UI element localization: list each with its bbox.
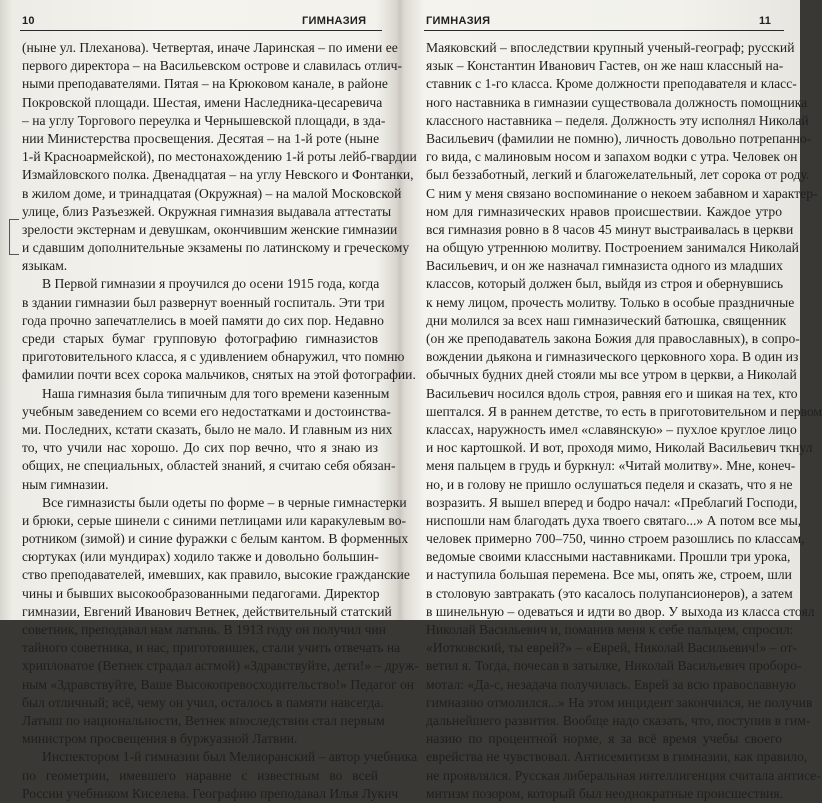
text-line: и нос картошкой. И вот, проходя мимо, Николай Васильевич ткнул: [426, 440, 813, 456]
text-line: ветил я. Тогда, почесав в затылке, Николай Васильевич проборо-: [426, 658, 802, 674]
text-line: в столовую завтракать (это касалось полупансионеров), а затем: [426, 585, 793, 601]
text-line: меня пальцем в грудь и буркнул: «Читай молитву». Мне, конеч-: [426, 458, 796, 474]
text-line: ными преподавателями. Пятая – на Крюковом канале, в районе: [22, 76, 388, 92]
text-line: Маяковский – впоследствии крупный ученый-географ; русский: [426, 40, 795, 55]
text-line: гимназию отмолился...» На этом инцидент закончился, не получив: [426, 694, 813, 710]
text-line: в жилом доме, и тринадцатая (Окружная) – на малой Московской: [22, 185, 402, 201]
text-line: тайного советника, и нас, приготовишек, стали учить отвечать на: [22, 640, 401, 656]
text-line: Васильевич, и он же назначал гимназиста одного из младших: [426, 258, 783, 274]
text-line: то, что учили нас хорошо. До сих пор вечно, что я знаю из: [22, 440, 378, 456]
text-line: первого директора – на Васильевском острове и славилась отлич-: [22, 58, 402, 74]
margin-bracket-mark: [9, 219, 19, 255]
text-line: ным «Здравствуйте, Ваше Высокопревосходительство!» Педагог он: [22, 676, 415, 692]
text-line: вождении дьякона и гимназического церковного хора. В один из: [426, 349, 799, 365]
text-line: сюртуках (или мундирах) ходило также и довольно большин-: [22, 549, 379, 565]
text-line: ведомые своими классными наставниками. Прошли три урока,: [426, 549, 791, 565]
text-line: хрипловатое (Ветнек страдал астмой) «Здравствуйте, дети!» – друж-: [22, 658, 419, 674]
text-line: еврейства не чувствовал. Антисемитизм в гимназии, как правило,: [426, 749, 808, 765]
text-line: ного наставника в гимназии существовала должность помощника: [426, 94, 808, 110]
text-line: ном для гимназических нравов происшествии. Каждое утро: [426, 203, 782, 219]
text-line: был отличный; всё, чему он учил, осталось в памяти навсегда.: [22, 694, 384, 710]
text-line: Покровской площади. Шестая, имени Наследника-цесаревича: [22, 94, 383, 110]
text-line: зрелости экстернам и девушкам, окончившим женские гимназии: [22, 221, 398, 237]
text-line: улице, близ Разъезжей. Окружная гимназия выдавала аттестаты: [22, 203, 392, 219]
text-line: (ныне ул. Плеханова). Четвертая, иначе Ларинская – по имени ее: [22, 40, 398, 55]
text-line: Латыш по национальности, Ветнек впоследствии стал первым: [22, 712, 385, 728]
right-header-rule: [424, 30, 784, 31]
text-line: Васильевич носился вдоль строя, равняя его и шикая на тех, кто: [426, 385, 798, 401]
text-line: министром просвещения в буржуазной Латвии.: [22, 731, 298, 747]
text-line: языкам.: [22, 258, 68, 274]
text-line: советник, преподавал нам латынь. В 1913 году он получил чин: [22, 622, 386, 637]
text-line: назию по процентной норме, я за всё время учебы своего: [426, 731, 782, 747]
text-line: вся гимназия ровно в 8 часов 45 минут выстраивалась в церкви: [426, 221, 794, 237]
text-line: среди старых бумаг групповую фотографию гимназистов: [22, 331, 378, 346]
left-running-head: ГИМНАЗИЯ: [302, 15, 367, 27]
text-line: по геометрии, имевшего наравне с известным во всей: [22, 767, 378, 783]
text-line: фамилии почти всех сорока мальчиков, снятых на этой фотографии.: [22, 367, 416, 383]
text-line: ми. Последних, кстати сказать, было не мало. И главным из них: [22, 421, 393, 437]
text-line: классного наставника – педеля. Должность эту исполнял Николай: [426, 112, 809, 128]
text-line: шептался. Я в раннем детстве, то есть в приготовительном и первом: [426, 403, 822, 419]
text-line: «Иотковский, ты еврей?» – «Еврей, Николай Васильевич!» – от-: [426, 640, 798, 656]
text-line: и наступила большая перемена. Все мы, опять же, строем, шли: [426, 567, 792, 583]
text-line: ниспошли нам благодать духа твоего святаго...» А потом все мы,: [426, 512, 802, 528]
right-page: [402, 0, 822, 801]
text-line: (он же преподаватель закона Божия для православных), в сопро-: [426, 331, 800, 346]
right-running-head: ГИМНАЗИЯ: [426, 15, 491, 27]
right-page-text: [426, 39, 822, 803]
text-line: – на углу Торгового переулка и Чернышевской площади, в зда-: [22, 112, 386, 128]
left-page-text: [22, 39, 419, 803]
text-line: классов, который должен был, выйдя из строя и обернувшись: [426, 276, 784, 292]
text-line: В Первой гимназии я проучился до осени 1915 года, когда: [42, 276, 380, 292]
text-line: года прочно запечатлелись в моей памяти до сих пор. Недавно: [22, 312, 384, 328]
text-line: Измайловского полка. Двенадцатая – на углу Невского и Фонтанки,: [22, 167, 414, 183]
text-line: и брюки, серые шинели с синими петлицами или каракулевым во-: [22, 512, 407, 528]
text-line: язык – Константин Иванович Гастев, он же наш классный на-: [426, 58, 784, 74]
text-line: возразить. Я вышел вперед и бодро начал: «Преблагий Господи,: [426, 494, 798, 510]
text-line: не проявлялся. Русская либеральная интеллигенция считала антисе-: [426, 767, 821, 783]
text-line: в шинельную – одеваться и идти во двор. У выхода из класса стоял: [426, 603, 815, 619]
text-line: Наша гимназия была типичным для того времени казенным: [42, 385, 390, 401]
text-line: Инспектором 1-й гимназии был Мелиоранский – автор учебника: [42, 749, 418, 765]
text-line: дальнейшего развития. Вообще надо сказать, что, поступив в гим-: [426, 712, 811, 728]
text-line: го вида, с малиновым носом и запахом водки с утра. Человек он: [426, 149, 798, 165]
text-line: гимназии, Евгений Иванович Ветнек, действительный статский: [22, 603, 392, 619]
text-line: Николай Васильевич и, поманив меня к себе пальцем, спросил:: [426, 622, 794, 637]
text-line: ство преподавателей, имевших, как правило, высокие гражданские: [22, 567, 410, 583]
text-line: дни молился за всех наш гимназический батюшка, священник: [426, 312, 787, 328]
text-line: ротником (зимой) и синие фуражки с белым кантом. В форменных: [22, 531, 409, 547]
text-line: России учебником Киселева. Географию преподавал Илья Лукич: [22, 785, 399, 801]
text-line: и сдавшим дополнительные экзамены по латинскому и греческому: [22, 240, 410, 256]
text-line: обычных будних дней стояли мы все утром в церкви, а Николай: [426, 367, 797, 383]
text-line: ставник с 1-го класса. Кроме должности преподавателя и класс-: [426, 76, 797, 92]
text-line: мотал: «Да-с, незадача получилась. Еврей за всю православную: [426, 676, 796, 692]
text-line: Все гимназисты были одеты по форме – в черные гимнастерки: [42, 494, 407, 510]
text-line: классах, наружность имел «славянскую» – пухлое круглое лицо: [426, 421, 797, 437]
text-line: учебным заведением со всеми его недостатками и достоинства-: [22, 403, 391, 419]
text-line: приготовительного класса, я с удивлением обнаружил, что помню: [22, 349, 405, 365]
left-header-rule: [20, 30, 382, 31]
text-line: митизм позором, который был неоднократные происшествия.: [426, 785, 783, 801]
left-page-number: 10: [22, 15, 35, 27]
text-line: к нему лицом, прочесть молитву. Только в особые праздничные: [426, 294, 795, 310]
text-line: но, и в голову не пришло ослушаться педеля и сказать, что я не: [426, 476, 793, 492]
right-page-number: 11: [759, 15, 772, 27]
text-line: был беззаботный, легкий и благожелательный, лет сорока от роду.: [426, 167, 810, 183]
text-line: Васильевич (фамилии не помню), личность довольно потрепанно-: [426, 130, 812, 146]
text-line: ным гимназии.: [22, 476, 109, 492]
text-line: чины и бывших высокообразованными педагогами. Директор: [22, 585, 380, 601]
text-line: на общую утреннюю молитву. Построением занимался Николай: [426, 240, 799, 256]
text-line: 1-й Красноармейской), по местонахождению 1-й роты лейб-гвардии: [22, 149, 417, 165]
text-line: С ним у меня связано воспоминание о некоем забавном и характер-: [426, 185, 818, 201]
text-line: нии Министерства просвещения. Десятая – на 1-й роте (ныне: [22, 130, 380, 146]
text-line: общих, не специальных, областей знаний, я считаю себя обязан-: [22, 458, 396, 474]
text-line: в здании гимназии был развернут военный госпиталь. Эти три: [22, 294, 385, 310]
text-line: человек примерно 700–750, чинно строем разошлись по классам,: [426, 531, 805, 547]
